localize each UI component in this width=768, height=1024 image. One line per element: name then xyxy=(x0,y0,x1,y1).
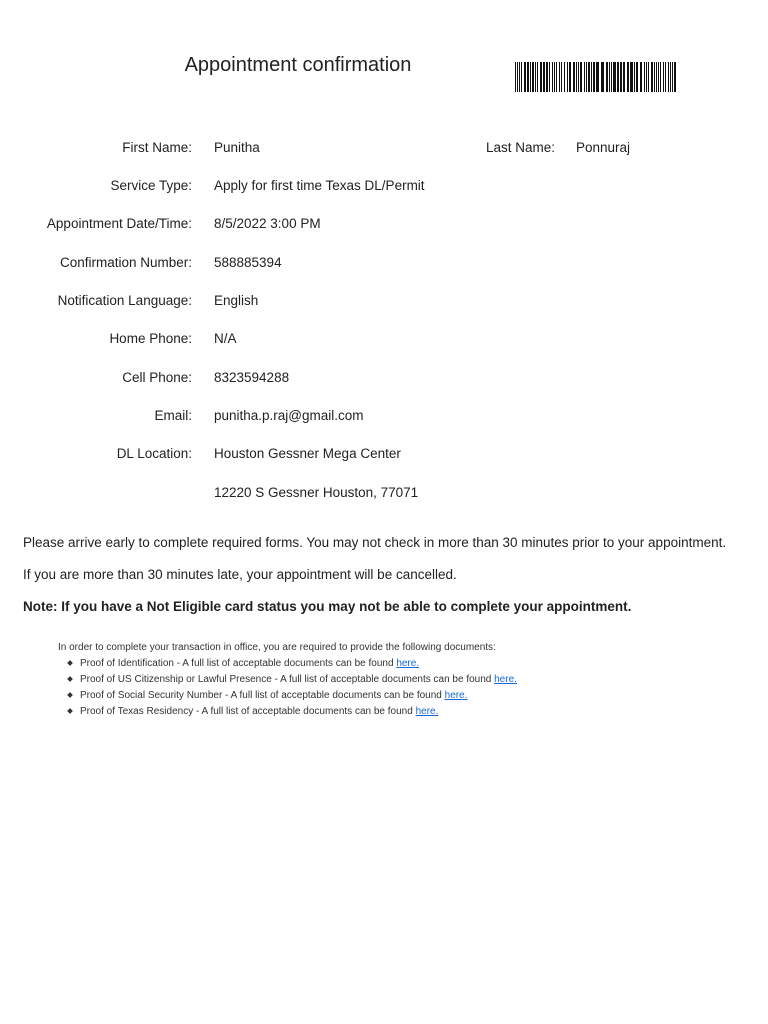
documents-list xyxy=(64,656,517,720)
document-text: Proof of US Citizenship or Lawful Presence - A full list of acceptable documents can be found xyxy=(80,674,495,685)
service-type-value: Apply for first time Texas DL/Permit xyxy=(214,178,425,193)
home-phone-label: Home Phone: xyxy=(109,331,192,346)
appointment-datetime-value: 8/5/2022 3:00 PM xyxy=(214,216,321,231)
email-label: Email: xyxy=(154,408,192,423)
list-item xyxy=(64,704,517,720)
list-item xyxy=(64,688,517,704)
texas-residency-link[interactable]: here. xyxy=(415,706,439,717)
last-name-value: Ponnuraj xyxy=(576,140,631,155)
not-eligible-note: Note: If you have a Not Eligible card status you may not be able to complete your appointment. xyxy=(23,599,632,614)
documents-intro: In order to complete your transaction in office, you are required to provide the following documents: xyxy=(58,642,496,653)
social-security-link[interactable]: here. xyxy=(444,690,468,701)
arrive-early-notice: Please arrive early to complete required forms. You may not check in more than 30 minutes prior to your appointment. xyxy=(23,535,727,550)
citizenship-link[interactable]: here. xyxy=(494,674,517,685)
confirmation-number-label: Confirmation Number: xyxy=(59,255,192,270)
list-item xyxy=(64,672,517,688)
appointment-datetime-label: Appointment Date/Time: xyxy=(46,216,192,231)
service-type-label: Service Type: xyxy=(110,178,192,193)
document-text: Proof of Identification - A full list of acceptable documents can be found xyxy=(80,658,397,669)
email-value: punitha.p.raj@gmail.com xyxy=(214,408,364,423)
document-text: Proof of Texas Residency - A full list of acceptable documents can be found xyxy=(80,706,416,717)
identification-link[interactable]: here. xyxy=(396,658,420,669)
first-name-label: First Name: xyxy=(122,140,192,155)
bullet-icon xyxy=(67,676,73,682)
dl-location-label: DL Location: xyxy=(116,446,192,461)
bullet-icon xyxy=(67,708,73,714)
late-notice: If you are more than 30 minutes late, your appointment will be cancelled. xyxy=(23,567,457,582)
cell-phone-label: Cell Phone: xyxy=(122,370,192,385)
dl-location-value: Houston Gessner Mega Center xyxy=(214,446,401,461)
bullet-icon xyxy=(67,660,73,666)
dl-location-address: 12220 S Gessner Houston, 77071 xyxy=(214,485,419,500)
page-title: Appointment confirmation xyxy=(184,54,412,76)
bullet-icon xyxy=(67,692,73,698)
notification-language-label: Notification Language: xyxy=(57,293,192,308)
barcode xyxy=(515,62,677,92)
confirmation-number-value: 588885394 xyxy=(214,255,282,270)
document-text: Proof of Social Security Number - A full list of acceptable documents can be found xyxy=(80,690,445,701)
first-name-value: Punitha xyxy=(214,140,260,155)
list-item xyxy=(64,656,517,672)
last-name-label: Last Name: xyxy=(486,140,556,155)
home-phone-value: N/A xyxy=(214,331,237,346)
cell-phone-value: 8323594288 xyxy=(214,370,290,385)
notification-language-value: English xyxy=(214,293,259,308)
